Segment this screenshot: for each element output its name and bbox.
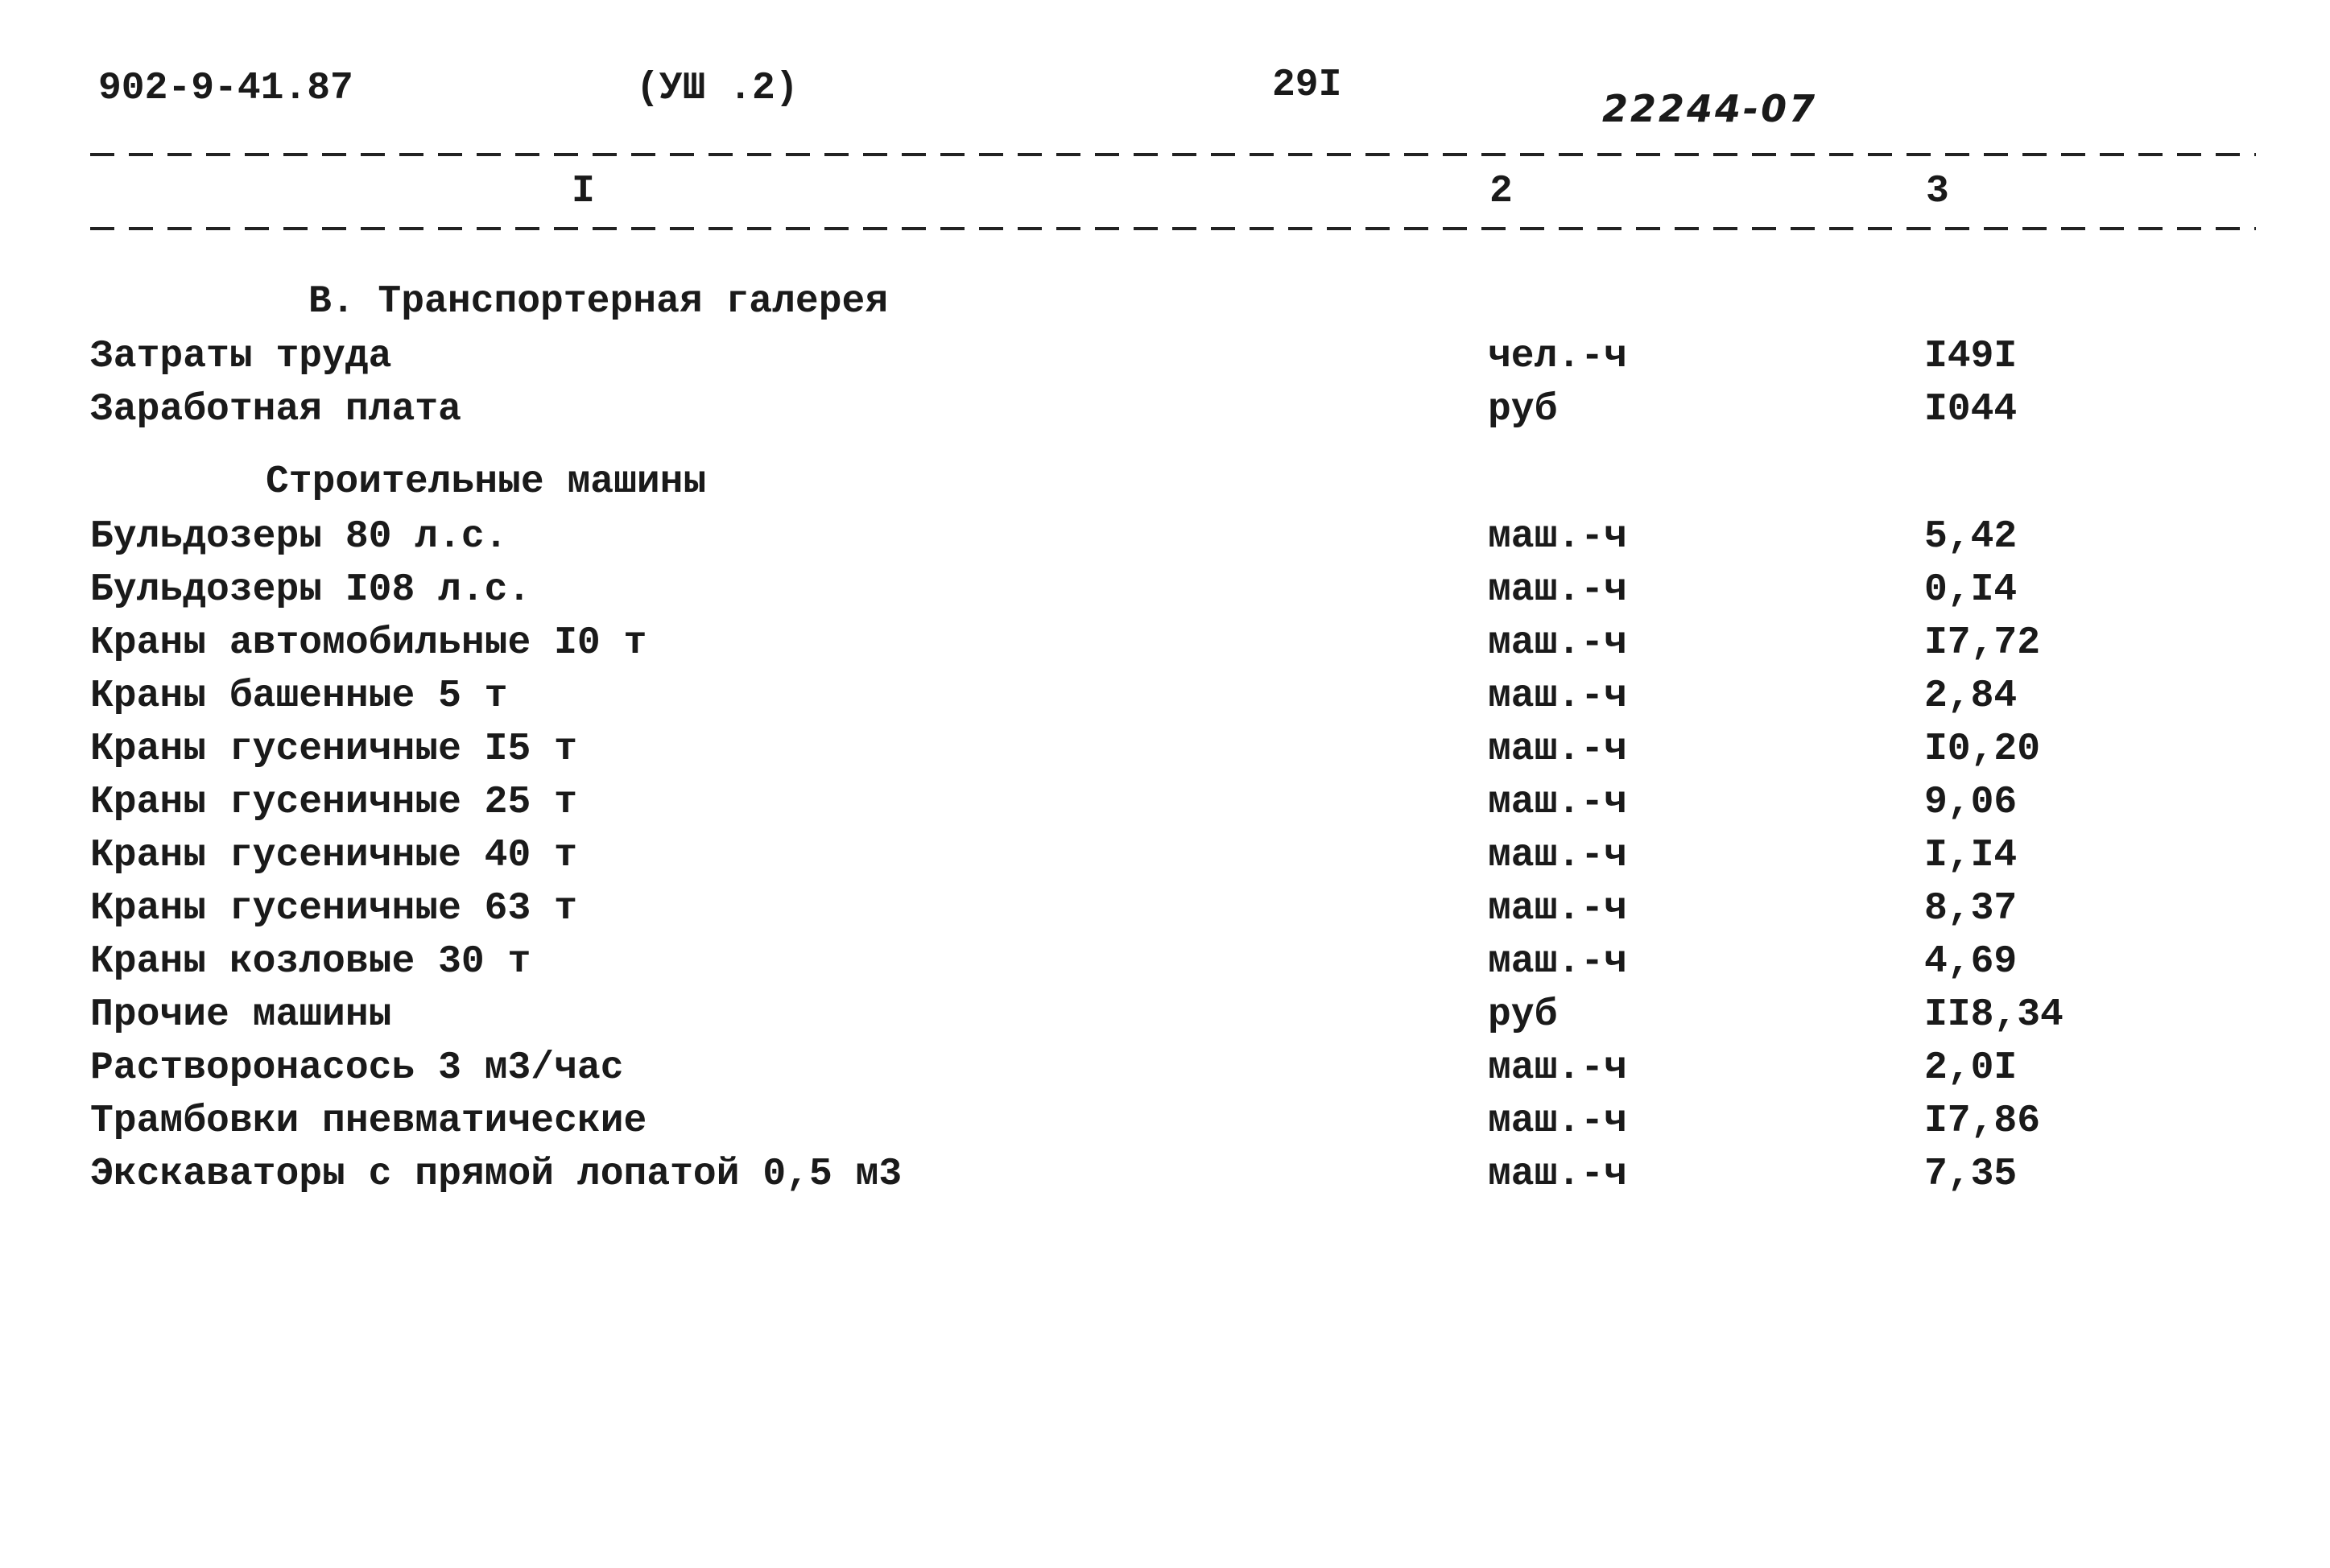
column-header-3: 3: [1926, 170, 1949, 213]
table-row: [0, 728, 2330, 776]
row-unit: маш.-ч: [1488, 1046, 1627, 1090]
row-value: I7,86: [1924, 1100, 2041, 1143]
column-header-2: 2: [1489, 170, 1513, 213]
section-title: В. Транспортерная галерея: [308, 280, 889, 324]
table-row: [0, 335, 2330, 383]
row-unit: маш.-ч: [1488, 515, 1627, 559]
table-row: [0, 621, 2330, 670]
page-number: 29I: [1272, 64, 1342, 107]
row-name: Краны гусеничные 63 т: [90, 887, 577, 930]
row-value: 2,0I: [1924, 1046, 2018, 1090]
row-value: I044: [1924, 388, 2018, 431]
table-row: [0, 993, 2330, 1042]
table-row: [0, 568, 2330, 617]
row-value: 9,06: [1924, 781, 2018, 824]
row-unit: маш.-ч: [1488, 621, 1627, 665]
row-name: Краны гусеничные 25 т: [90, 781, 577, 824]
document-part: (УШ .2): [636, 67, 799, 110]
row-unit: руб: [1488, 388, 1558, 431]
row-name: Краны башенные 5 т: [90, 675, 508, 718]
table-row: [0, 940, 2330, 988]
table-row: [0, 388, 2330, 436]
table-row: [0, 887, 2330, 935]
row-unit: маш.-ч: [1488, 728, 1627, 771]
row-unit: чел.-ч: [1488, 335, 1627, 378]
row-value: II8,34: [1924, 993, 2064, 1037]
document-code: 902-9-41.87: [98, 67, 353, 110]
top-dashed-rule: [90, 153, 2256, 156]
row-name: Заработная плата: [90, 388, 461, 431]
row-value: I,I4: [1924, 834, 2018, 877]
table-row: [0, 1100, 2330, 1148]
row-name: Бульдозеры 80 л.с.: [90, 515, 508, 559]
table-row: [0, 1153, 2330, 1201]
row-unit: маш.-ч: [1488, 1100, 1627, 1143]
row-value: 4,69: [1924, 940, 2018, 984]
row-unit: руб: [1488, 993, 1558, 1037]
row-value: 7,35: [1924, 1153, 2018, 1196]
row-name: Бульдозеры I08 л.с.: [90, 568, 531, 612]
row-unit: маш.-ч: [1488, 940, 1627, 984]
row-value: 0,I4: [1924, 568, 2018, 612]
row-value: I7,72: [1924, 621, 2041, 665]
row-name: Экскаваторы с прямой лопатой 0,5 м3: [90, 1153, 903, 1196]
row-value: 5,42: [1924, 515, 2018, 559]
row-unit: маш.-ч: [1488, 887, 1627, 930]
row-unit: маш.-ч: [1488, 781, 1627, 824]
row-name: Краны гусеничные 40 т: [90, 834, 577, 877]
machines-subtitle: Строительные машины: [266, 460, 707, 504]
row-name: Трамбовки пневматические: [90, 1100, 647, 1143]
row-name: Прочие машины: [90, 993, 392, 1037]
table-row: [0, 515, 2330, 563]
row-name: Краны гусеничные I5 т: [90, 728, 577, 771]
row-name: Краны козловые 30 т: [90, 940, 531, 984]
row-unit: маш.-ч: [1488, 1153, 1627, 1196]
row-unit: маш.-ч: [1488, 568, 1627, 612]
row-value: 2,84: [1924, 675, 2018, 718]
row-name: Затраты труда: [90, 335, 392, 378]
row-value: I0,20: [1924, 728, 2041, 771]
handwritten-number: 22244-07: [1602, 87, 1818, 130]
row-value: I49I: [1924, 335, 2018, 378]
row-unit: маш.-ч: [1488, 675, 1627, 718]
column-header-1: I: [572, 170, 595, 213]
table-row: [0, 675, 2330, 723]
row-name: Растворонасось 3 м3/час: [90, 1046, 624, 1090]
table-row: [0, 781, 2330, 829]
table-row: [0, 834, 2330, 882]
header-dashed-rule: [90, 227, 2256, 230]
row-value: 8,37: [1924, 887, 2018, 930]
table-row: [0, 1046, 2330, 1095]
row-name: Краны автомобильные I0 т: [90, 621, 647, 665]
row-unit: маш.-ч: [1488, 834, 1627, 877]
